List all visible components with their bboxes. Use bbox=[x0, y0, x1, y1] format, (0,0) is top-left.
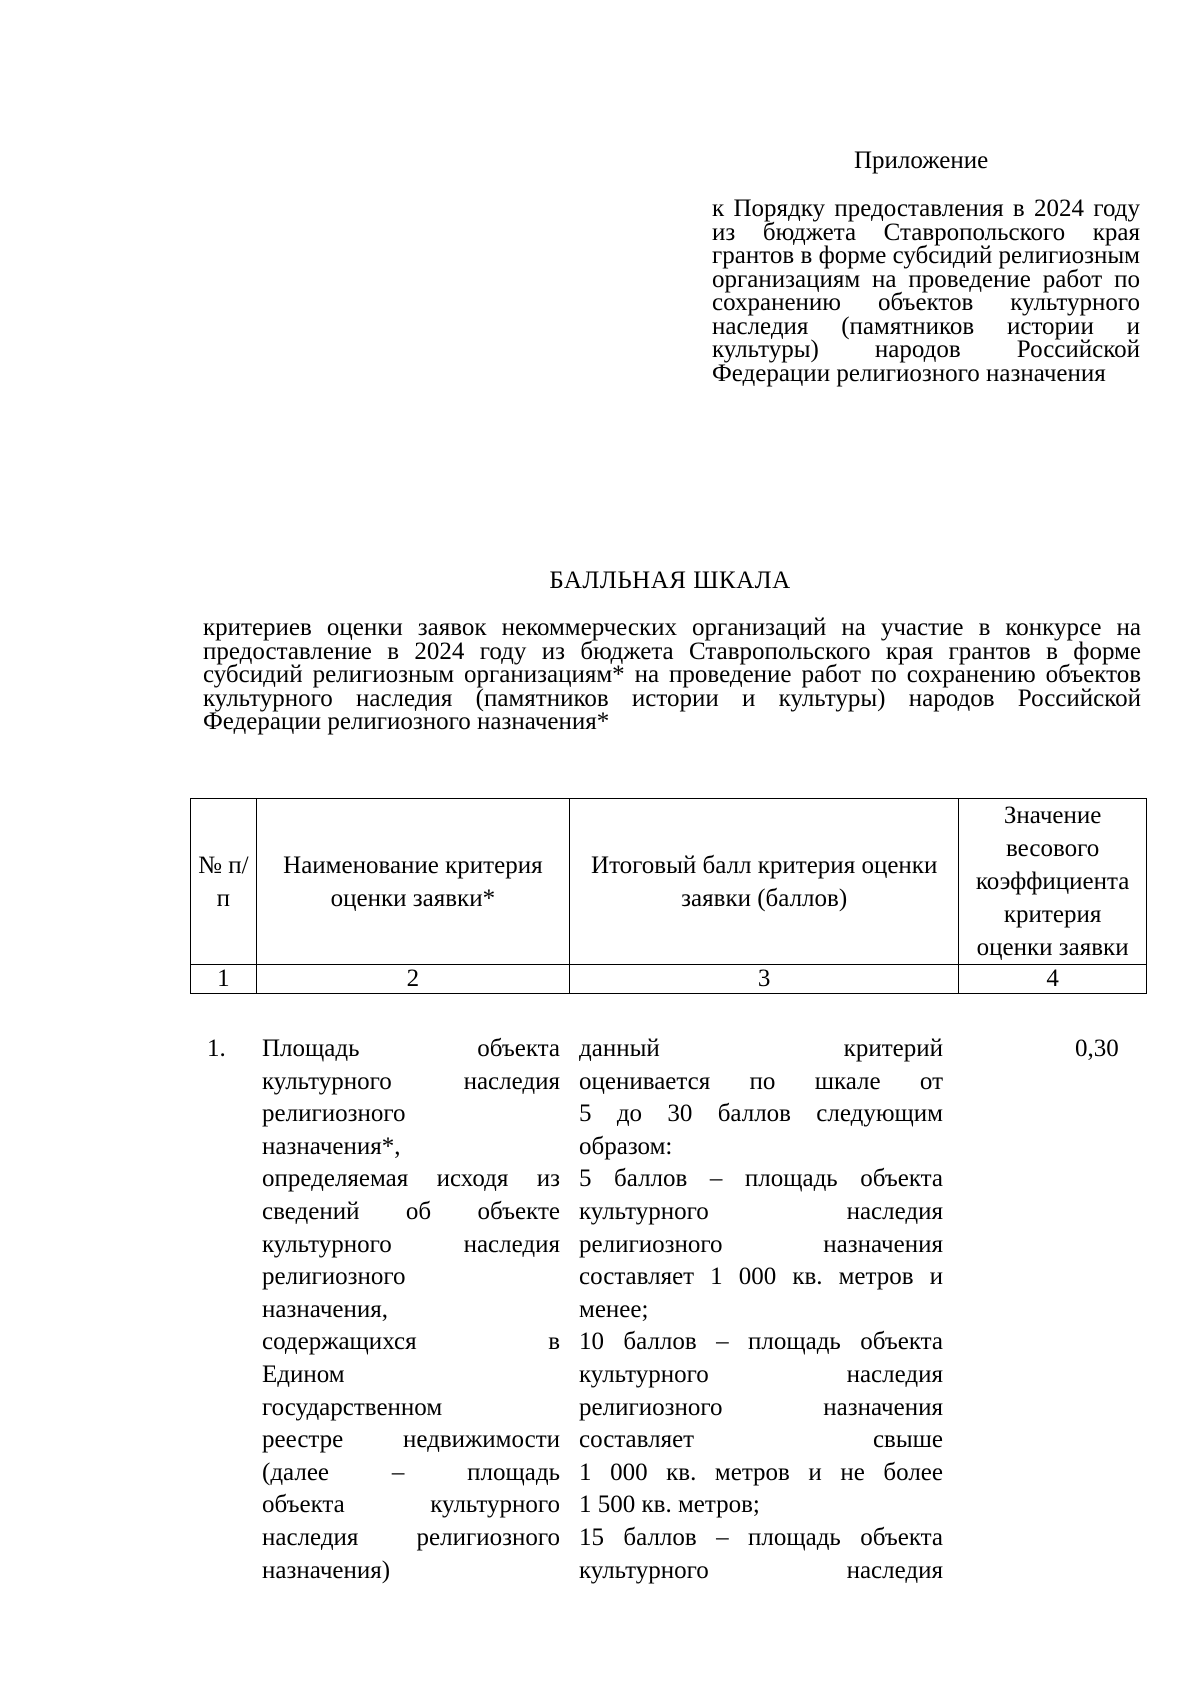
text-line: сведений об объекте bbox=[262, 1197, 560, 1225]
text-line: составляет свыше bbox=[579, 1426, 943, 1454]
text-line: (далее – площадь bbox=[262, 1458, 560, 1486]
text-line: образом: bbox=[579, 1132, 673, 1160]
table-header-row bbox=[191, 799, 1147, 965]
text-line: государственном bbox=[262, 1393, 443, 1421]
text-line: объекта культурного bbox=[262, 1491, 560, 1519]
row-number: 1. bbox=[207, 1035, 226, 1062]
column-number: 3 bbox=[570, 965, 959, 994]
column-numbers-row bbox=[191, 965, 1147, 994]
header-criterion-name: Наименование критерия оценки заявки* bbox=[256, 799, 569, 965]
text-line: менее; bbox=[579, 1295, 649, 1323]
text-line: 1 500 кв. метров; bbox=[579, 1491, 760, 1519]
header-weight: Значение весового коэффициента критерия оценки заявки bbox=[959, 799, 1147, 965]
row-score-description bbox=[579, 1033, 943, 1587]
text-line: 10 баллов – площадь объекта bbox=[579, 1328, 943, 1356]
text-line: религиозного bbox=[262, 1100, 406, 1128]
text-line: культурного наследия bbox=[579, 1360, 943, 1388]
text-line: религиозного назначения bbox=[579, 1230, 943, 1258]
text-line: Едином bbox=[262, 1360, 345, 1388]
text-line: данный критерий bbox=[579, 1035, 943, 1062]
appendix-title: Приложение bbox=[854, 147, 989, 174]
column-number: 4 bbox=[959, 965, 1147, 994]
row-criterion-name bbox=[262, 1033, 560, 1587]
column-number: 1 bbox=[191, 965, 257, 994]
text-line: культурного наследия bbox=[579, 1197, 943, 1225]
text-line: 1 000 кв. метров и не более bbox=[579, 1458, 943, 1486]
document-subtitle: критериев оценки заявок некоммерческих организаций на участие в конкурсе на предоставление в 2024 году из бюджета Ставропольского края грантов в форме субсидий религиозным организациям* на проведение работ по сохранению объектов культурного наследия (памятников истории и культуры) народов Российской Федерации религиозного назначения* bbox=[203, 614, 1141, 735]
criteria-table-header bbox=[190, 798, 1147, 994]
text-line: назначения*, bbox=[262, 1132, 401, 1160]
row-weight-value: 0,30 bbox=[1075, 1035, 1119, 1062]
text-line: культурного наследия bbox=[579, 1556, 943, 1584]
text-line: оценивается по шкале от bbox=[579, 1067, 943, 1095]
text-line: культурного наследия bbox=[262, 1230, 560, 1258]
text-line: назначения, bbox=[262, 1295, 389, 1323]
header-num: № п/п bbox=[191, 799, 257, 965]
text-line: 5 до 30 баллов следующим bbox=[579, 1100, 943, 1128]
text-line: Площадь объекта bbox=[262, 1035, 560, 1062]
text-line: реестре недвижимости bbox=[262, 1426, 560, 1454]
text-line: 5 баллов – площадь объекта bbox=[579, 1165, 943, 1193]
text-line: составляет 1 000 кв. метров и bbox=[579, 1263, 943, 1291]
text-line: религиозного bbox=[262, 1263, 406, 1291]
text-line: 15 баллов – площадь объекта bbox=[579, 1523, 943, 1551]
text-line: содержащихся в bbox=[262, 1328, 560, 1356]
appendix-reference: к Порядку предоставления в 2024 году из бюджета Ставропольского края грантов в форме субсидий религиозным организациям на проведение работ по сохранению объектов культурного наследия (памятников истории и культуры) народов Российской Федерации религиозного назначения bbox=[712, 195, 1140, 387]
text-line: назначения) bbox=[262, 1556, 391, 1584]
text-line: определяемая исходя из bbox=[262, 1165, 560, 1193]
text-line: культурного наследия bbox=[262, 1067, 560, 1095]
header-total-score: Итоговый балл критерия оценки заявки (баллов) bbox=[570, 799, 959, 965]
text-line: религиозного назначения bbox=[579, 1393, 943, 1421]
document-title: БАЛЛЬНАЯ ШКАЛА bbox=[549, 567, 791, 594]
text-line: наследия религиозного bbox=[262, 1523, 560, 1551]
column-number: 2 bbox=[256, 965, 569, 994]
